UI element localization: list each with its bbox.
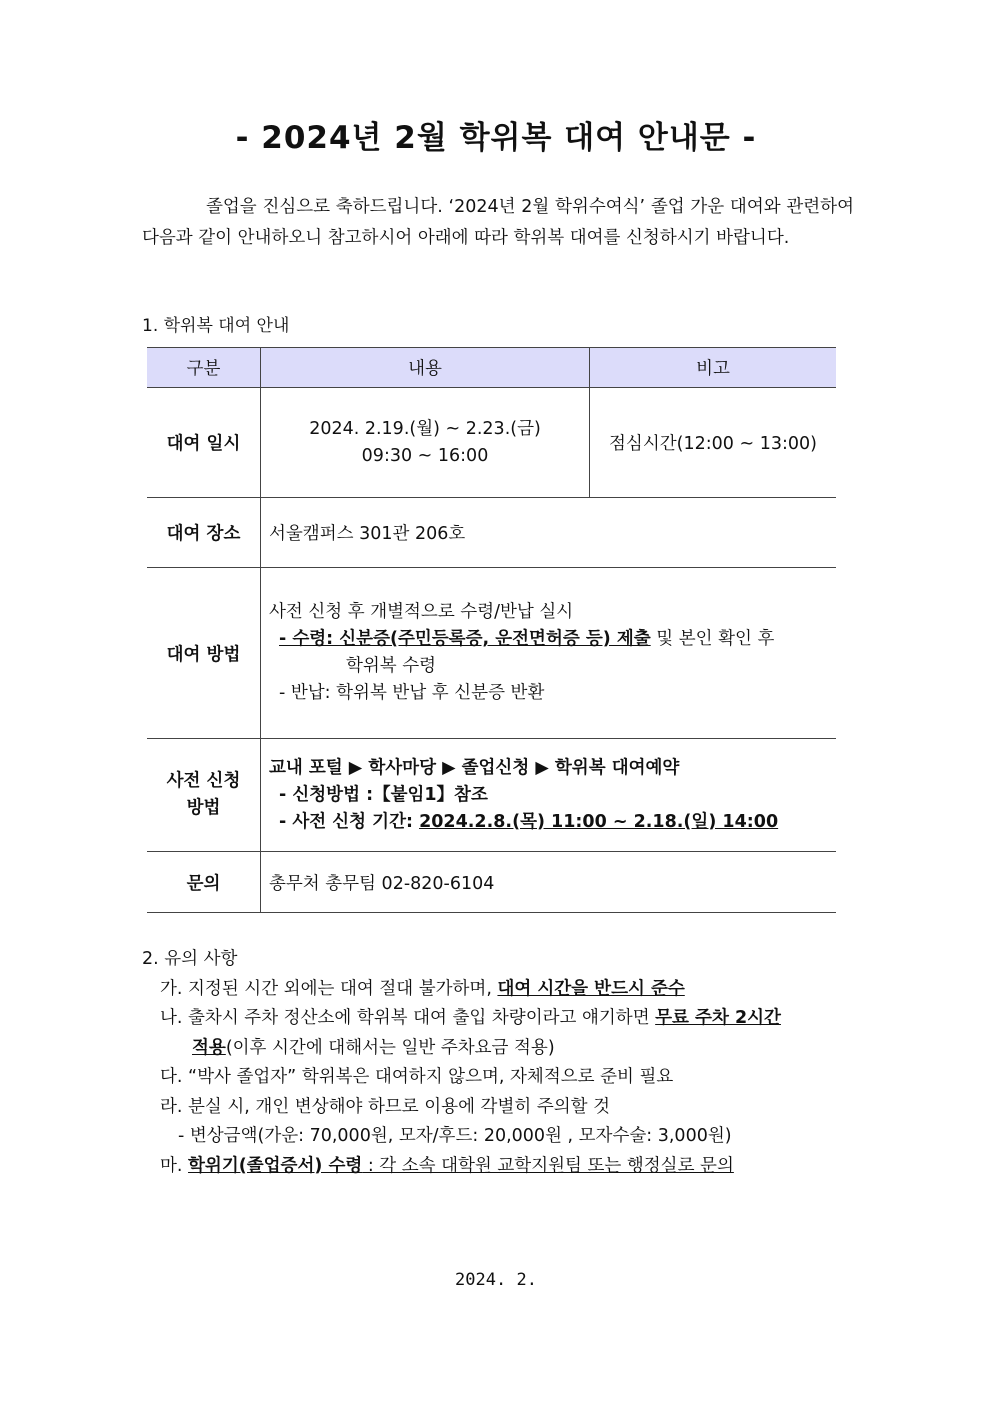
rental-info-table	[147, 347, 836, 913]
pre-apply-label-line2: 방법	[186, 798, 221, 818]
note-ga-text: 가. 지정된 시간 외에는 대여 절대 불가하며,	[160, 978, 498, 999]
intro-text: 졸업을 진심으로 축하드립니다. ‘2024년 2월 학위수여식’ 졸업 가운 대여와 관련하여 다음과 같이 안내하오니 참고하시어 아래에 따라 학위복 대여를 신청하시기 바랍니다.	[142, 197, 854, 248]
intro-paragraph	[142, 192, 854, 254]
table-row-pre-apply	[147, 739, 836, 852]
contact-value: 총무처 총무팀 02-820-6104	[261, 852, 837, 913]
note-na-text: 나. 출차시 주차 정산소에 학위복 대여 출입 차량이라고 얘기하면	[160, 1008, 656, 1028]
table-row-rent-place	[147, 498, 836, 568]
rent-date-value	[261, 388, 590, 498]
rent-method-return: - 반납: 학위복 반납 후 신분증 반환	[279, 683, 545, 703]
pre-apply-period	[269, 809, 835, 836]
table-row-rent-date	[147, 388, 836, 498]
table-row-contact	[147, 852, 836, 913]
table-row-rent-method	[147, 568, 836, 739]
pre-apply-period-value: 2024.2.8.(목) 11:00 ~ 2.18.(일) 14:00	[419, 811, 779, 832]
note-na-rest: (이후 시간에 대해서는 일반 주차요금 적용)	[225, 1037, 555, 1058]
section-2-heading: 2. 유의 사항	[142, 949, 238, 969]
contact-label: 문의	[147, 852, 261, 913]
rent-date-label: 대여 일시	[147, 388, 261, 498]
pre-apply-path: 교내 포털 ▶ 학사마당 ▶ 졸업신청 ▶ 학위복 대여예약	[269, 757, 680, 778]
pre-apply-value	[261, 739, 837, 852]
note-da: 다. “박사 졸업자” 학위복은 대여하지 않으며, 자체적으로 준비 필요	[160, 1067, 674, 1087]
notes-section	[142, 945, 862, 1181]
note-ma-prefix: 마.	[160, 1155, 189, 1176]
rent-method-receive-cont: 학위복 수령	[346, 656, 437, 676]
pre-apply-how: - 신청방법 :【붙임1】참조	[279, 784, 488, 805]
rent-date-note: 점심시간(12:00 ~ 13:00)	[590, 388, 837, 498]
rent-place-value: 서울캠퍼스 301관 206호	[261, 498, 837, 568]
rent-method-receive-rest: 및 본인 확인 후	[650, 629, 775, 649]
note-ma-rest: : 각 소속 대학원 교학지원팀 또는 행정실로 문의	[362, 1155, 734, 1176]
header-note: 비고	[590, 348, 837, 388]
pre-apply-label	[147, 739, 261, 852]
section-1-heading: 1. 학위복 대여 안내	[142, 316, 290, 336]
note-na-emph2: 적용	[192, 1037, 226, 1058]
rent-method-label: 대여 방법	[147, 568, 261, 739]
note-na	[142, 1004, 862, 1034]
note-ra-sub: - 변상금액(가운: 70,000원, 모자/후드: 20,000원 , 모자수술: 3,000원)	[178, 1126, 732, 1146]
pre-apply-label-line1: 사전 신청	[166, 771, 241, 791]
note-ga	[142, 975, 862, 1005]
note-ma	[142, 1152, 862, 1182]
note-ma-emph: 학위기(졸업증서) 수령	[188, 1155, 363, 1176]
rent-date-hours: 09:30 ~ 16:00	[361, 445, 489, 466]
rent-method-receive	[269, 626, 835, 653]
note-ga-emph: 대여 시간을 반드시 준수	[497, 978, 685, 999]
header-category: 구분	[147, 348, 261, 388]
pre-apply-period-prefix: - 사전 신청 기간:	[279, 811, 420, 832]
table-header-row	[147, 348, 836, 388]
header-content: 내용	[261, 348, 590, 388]
rent-method-receive-emph: - 수령: 신분증(주민등록증, 운전면허증 등) 제출	[279, 629, 651, 649]
note-ra: 라. 분실 시, 개인 변상해야 하므로 이용에 각별히 주의할 것	[160, 1096, 611, 1117]
rent-method-value	[261, 568, 837, 739]
rent-date-days: 2024. 2.19.(월) ~ 2.23.(금)	[309, 418, 541, 439]
document-title: - 2024년 2월 학위복 대여 안내문 -	[235, 120, 757, 156]
document-date: 2024. 2.	[455, 1270, 537, 1290]
note-na-emph: 무료 주차 2시간	[655, 1008, 781, 1028]
rent-place-label: 대여 장소	[147, 498, 261, 568]
note-na-cont	[142, 1034, 862, 1064]
rent-method-line1: 사전 신청 후 개별적으로 수령/반납 실시	[269, 602, 574, 622]
